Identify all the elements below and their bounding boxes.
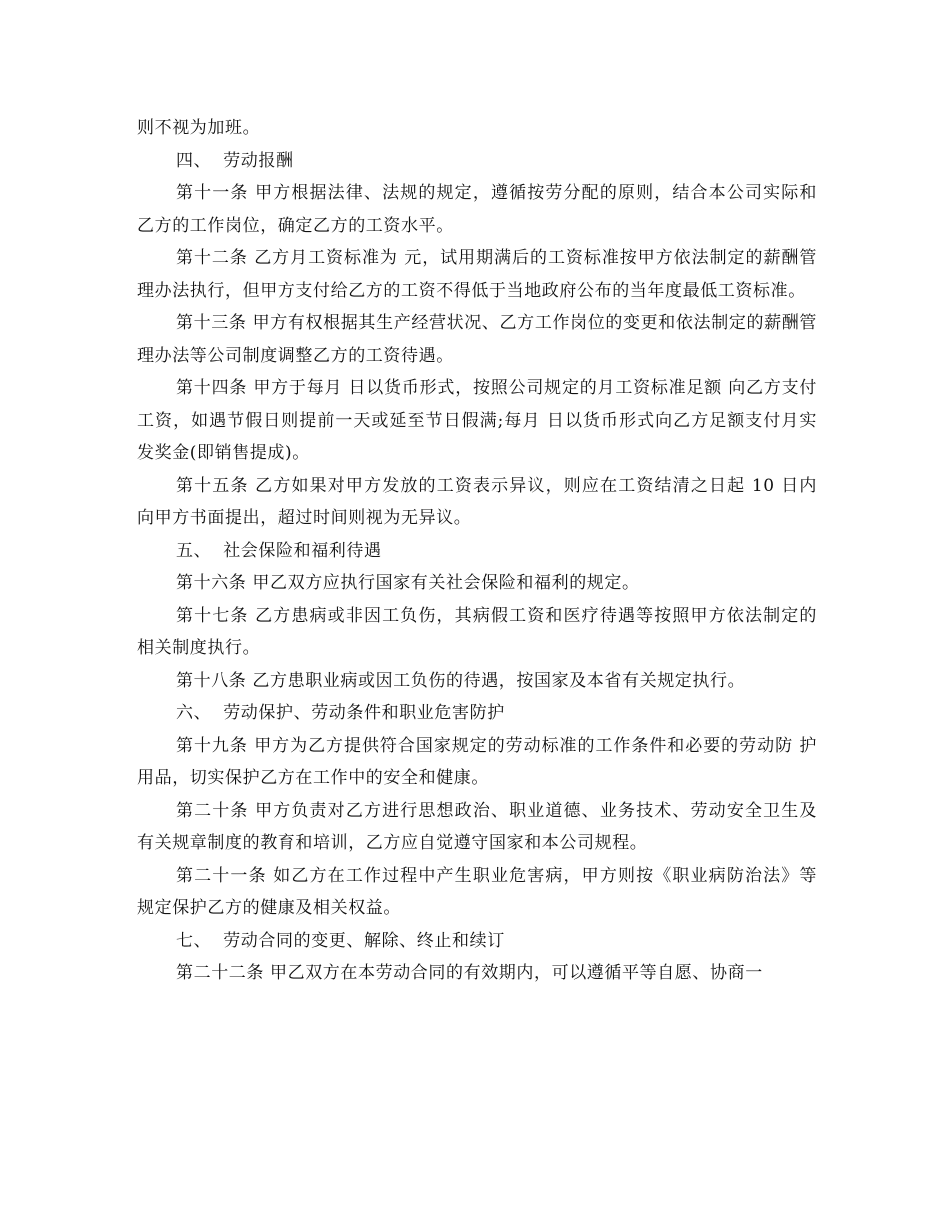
- section-heading-6: 六、 劳动保护、劳动条件和职业危害防护: [176, 703, 505, 723]
- section-heading-7: 七、 劳动合同的变更、解除、终止和续订: [176, 930, 505, 951]
- article-20: 第二十条 甲方负责对乙方进行思想政治、职业道德、业务技术、劳动安全卫生及 有关规章制度的教育和培训，乙方应自觉遵守国家和本公司规程。: [137, 800, 824, 853]
- article-17: 第十七条 乙方患病或非因工负伤，其病假工资和医疗待遇等按照甲方依法制定的 相关制度执行。: [137, 605, 824, 658]
- section-heading-4: 四、 劳动报酬: [176, 150, 294, 171]
- article-18: 第十八条 乙方患职业病或因工负伤的待遇，按国家及本省有关规定执行。: [176, 670, 746, 691]
- section-heading-5: 五、 社会保险和福利待遇: [176, 540, 382, 561]
- article-14: 第十四条 甲方于每月 日以货币形式，按照公司规定的月工资标准足额 向乙方支付工资，如遇节假日则提前一天或延至节日假满;每月 日以货币形式向乙方足额支付月实发奖金(即销售提成)。: [137, 378, 817, 463]
- article-11: 第十一条 甲方根据法律、法规的规定，遵循按劳分配的原则，结合本公司实际和 乙方的工作岗位，确定乙方的工资水平。: [137, 183, 824, 236]
- paragraph-continuation: 则不视为加班。: [137, 118, 261, 138]
- article-16: 第十六条 甲乙双方应执行国家有关社会保险和福利的规定。: [176, 573, 640, 593]
- article-15: 第十五条 乙方如果对甲方发放的工资表示异议，则应在工资结清之日起 10 日内 向甲方书面提出，超过时间则视为无异议。: [137, 475, 824, 528]
- document-body: [137, 112, 824, 990]
- article-22: 第二十二条 甲乙双方在本劳动合同的有效期内，可以遵循平等自愿、协商一: [176, 963, 763, 983]
- article-19: 第十九条 甲方为乙方提供符合国家规定的劳动标准的工作条件和必要的劳动防 护用品，切实保护乙方在工作中的安全和健康。: [137, 735, 817, 788]
- article-21: 第二十一条 如乙方在工作过程中产生职业危害病，甲方则按《职业病防治法》等 规定保护乙方的健康及相关权益。: [137, 865, 824, 918]
- article-12: 第十二条 乙方月工资标准为 元，试用期满后的工资标准按甲方依法制定的薪酬管理办法执行，但甲方支付给乙方的工资不得低于当地政府公布的当年度最低工资标准。: [137, 248, 817, 301]
- article-13: 第十三条 甲方有权根据其生产经营状况、乙方工作岗位的变更和依法制定的薪酬管理办法等公司制度调整乙方的工资待遇。: [137, 313, 817, 366]
